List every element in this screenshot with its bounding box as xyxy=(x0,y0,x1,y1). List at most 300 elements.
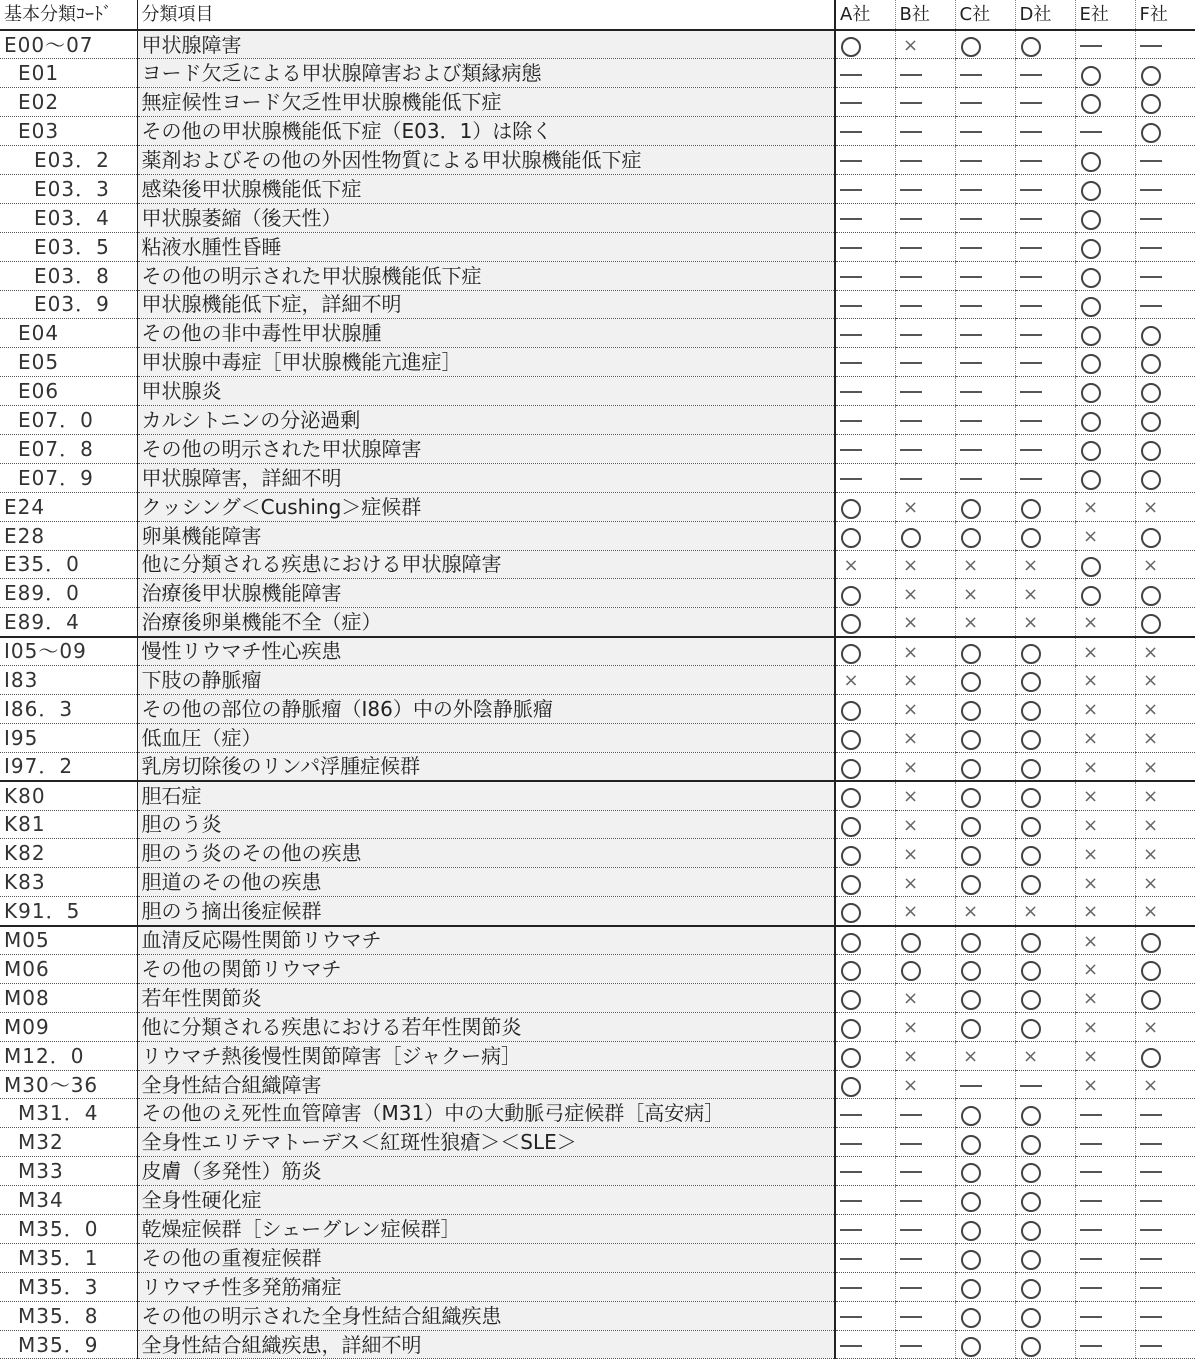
coverage-cell xyxy=(895,319,955,348)
coverage-cell xyxy=(1015,1041,1075,1070)
coverage-cell xyxy=(1075,290,1135,319)
coverage-cell xyxy=(835,1272,895,1301)
coverage-cell xyxy=(835,1186,895,1215)
classification-code: M05 xyxy=(0,926,137,955)
classification-item: 卵巣機能障害 xyxy=(137,521,835,550)
dash-mark-icon xyxy=(1139,238,1163,258)
circle-mark-icon xyxy=(1079,556,1103,576)
dash-mark-icon xyxy=(1019,382,1043,402)
circle-mark-icon xyxy=(1079,93,1103,113)
classification-code: I83 xyxy=(0,666,137,695)
coverage-cell xyxy=(895,781,955,810)
dash-mark-icon xyxy=(959,180,983,200)
dash-mark-icon xyxy=(839,65,863,85)
table-row xyxy=(0,463,1195,492)
cross-mark-icon: × xyxy=(902,843,919,865)
cross-mark-icon: × xyxy=(1082,814,1099,836)
circle-mark-icon xyxy=(1019,845,1043,865)
circle-mark-icon xyxy=(839,845,863,865)
table-row xyxy=(0,1243,1195,1272)
table-row xyxy=(0,608,1195,637)
table-row xyxy=(0,30,1195,59)
coverage-cell xyxy=(955,1128,1015,1157)
coverage-cell xyxy=(1075,377,1135,406)
dash-mark-icon xyxy=(959,65,983,85)
classification-code: K83 xyxy=(0,868,137,897)
classification-item: 治療後甲状腺機能障害 xyxy=(137,579,835,608)
coverage-cell xyxy=(955,1186,1015,1215)
dash-mark-icon xyxy=(1079,1134,1103,1154)
dash-mark-icon xyxy=(1139,209,1163,229)
coverage-cell xyxy=(895,1070,955,1099)
circle-mark-icon xyxy=(959,1278,983,1298)
coverage-cell xyxy=(955,868,1015,897)
table-row xyxy=(0,752,1195,781)
cross-mark-icon: × xyxy=(902,34,919,56)
circle-mark-icon xyxy=(1019,1307,1043,1327)
header-company-a: A社 xyxy=(835,0,895,30)
classification-item: 他に分類される疾患における甲状腺障害 xyxy=(137,550,835,579)
coverage-cell xyxy=(835,377,895,406)
table-row xyxy=(0,781,1195,810)
coverage-cell xyxy=(895,839,955,868)
coverage-cell xyxy=(1015,1157,1075,1186)
coverage-cell xyxy=(1075,1186,1135,1215)
coverage-cell xyxy=(1015,868,1075,897)
coverage-cell xyxy=(955,1012,1015,1041)
coverage-cell xyxy=(835,1157,895,1186)
classification-item: 治療後卵巣機能不全（症） xyxy=(137,608,835,637)
table-row xyxy=(0,1186,1195,1215)
coverage-cell xyxy=(1015,463,1075,492)
coverage-cell xyxy=(955,1041,1015,1070)
cross-mark-icon: × xyxy=(902,728,919,750)
classification-item: 甲状腺障害，詳細不明 xyxy=(137,463,835,492)
coverage-cell xyxy=(955,608,1015,637)
coverage-cell xyxy=(835,117,895,146)
coverage-cell xyxy=(835,781,895,810)
coverage-cell xyxy=(895,117,955,146)
cross-mark-icon: × xyxy=(1082,641,1099,663)
coverage-cell xyxy=(1015,59,1075,88)
table-row xyxy=(0,203,1195,232)
circle-mark-icon xyxy=(1019,700,1043,720)
coverage-cell xyxy=(895,348,955,377)
coverage-cell xyxy=(1075,30,1135,59)
cross-mark-icon: × xyxy=(1142,728,1159,750)
coverage-cell xyxy=(955,752,1015,781)
coverage-cell xyxy=(1135,550,1195,579)
cross-mark-icon: × xyxy=(1142,901,1159,923)
classification-code: E28 xyxy=(0,521,137,550)
coverage-cell xyxy=(955,637,1015,666)
coverage-cell xyxy=(895,694,955,723)
coverage-cell xyxy=(895,406,955,435)
classification-code: K82 xyxy=(0,839,137,868)
coverage-cell xyxy=(1075,521,1135,550)
coverage-cell xyxy=(895,59,955,88)
coverage-cell xyxy=(1015,781,1075,810)
header-code: 基本分類ｺｰﾄﾞ xyxy=(0,0,137,30)
circle-mark-icon xyxy=(959,1336,983,1356)
cross-mark-icon: × xyxy=(1142,554,1159,576)
cross-mark-icon: × xyxy=(902,612,919,634)
dash-mark-icon xyxy=(899,1336,923,1356)
cross-mark-icon: × xyxy=(1142,814,1159,836)
cross-mark-icon: × xyxy=(902,554,919,576)
coverage-cell xyxy=(1135,348,1195,377)
table-row xyxy=(0,59,1195,88)
circle-mark-icon xyxy=(1019,36,1043,56)
dash-mark-icon xyxy=(959,122,983,142)
coverage-cell xyxy=(1075,319,1135,348)
circle-mark-icon xyxy=(1139,65,1163,85)
classification-code: E07．8 xyxy=(0,434,137,463)
coverage-cell xyxy=(955,1301,1015,1330)
dash-mark-icon xyxy=(1019,151,1043,171)
coverage-cell xyxy=(1135,88,1195,117)
coverage-cell xyxy=(1135,781,1195,810)
dash-mark-icon xyxy=(959,411,983,431)
coverage-cell xyxy=(895,30,955,59)
coverage-cell xyxy=(1015,406,1075,435)
dash-mark-icon xyxy=(1079,1278,1103,1298)
coverage-cell xyxy=(895,88,955,117)
coverage-cell xyxy=(835,463,895,492)
circle-mark-icon xyxy=(1139,527,1163,547)
table-row xyxy=(0,174,1195,203)
circle-mark-icon xyxy=(1019,1249,1043,1269)
coverage-cell xyxy=(1015,608,1075,637)
coverage-cell xyxy=(1015,666,1075,695)
classification-code: E35．0 xyxy=(0,550,137,579)
coverage-cell xyxy=(1075,1243,1135,1272)
dash-mark-icon xyxy=(1019,1076,1043,1096)
dash-mark-icon xyxy=(1079,1307,1103,1327)
dash-mark-icon xyxy=(839,122,863,142)
circle-mark-icon xyxy=(899,932,923,952)
classification-item: 胆のう摘出後症候群 xyxy=(137,897,835,926)
classification-code: K80 xyxy=(0,781,137,810)
coverage-cell xyxy=(955,117,1015,146)
dash-mark-icon xyxy=(1139,267,1163,287)
coverage-cell xyxy=(1015,88,1075,117)
circle-mark-icon xyxy=(959,787,983,807)
table-row xyxy=(0,1330,1195,1359)
circle-mark-icon xyxy=(1079,238,1103,258)
cross-mark-icon: × xyxy=(962,612,979,634)
table-row xyxy=(0,723,1195,752)
coverage-cell xyxy=(955,146,1015,175)
coverage-cell xyxy=(1135,1157,1195,1186)
classification-code: M08 xyxy=(0,983,137,1012)
coverage-cell xyxy=(895,1041,955,1070)
table-row xyxy=(0,1128,1195,1157)
dash-mark-icon xyxy=(959,267,983,287)
classification-item: 他に分類される疾患における若年性関節炎 xyxy=(137,1012,835,1041)
coverage-cell xyxy=(955,88,1015,117)
coverage-cell xyxy=(835,1128,895,1157)
classification-code: M31．4 xyxy=(0,1099,137,1128)
classification-item: 全身性結合組織障害 xyxy=(137,1070,835,1099)
circle-mark-icon xyxy=(1139,382,1163,402)
classification-item: 胆のう炎のその他の疾患 xyxy=(137,839,835,868)
classification-code: I97．2 xyxy=(0,752,137,781)
cross-mark-icon: × xyxy=(902,583,919,605)
cross-mark-icon: × xyxy=(1022,554,1039,576)
coverage-cell xyxy=(955,723,1015,752)
classification-item: その他の明示された全身性結合組織疾患 xyxy=(137,1301,835,1330)
coverage-cell xyxy=(835,232,895,261)
table-row xyxy=(0,983,1195,1012)
coverage-cell xyxy=(1015,897,1075,926)
cross-mark-icon: × xyxy=(1082,786,1099,808)
coverage-cell xyxy=(835,868,895,897)
coverage-cell xyxy=(1135,637,1195,666)
coverage-cell xyxy=(1135,983,1195,1012)
dash-mark-icon xyxy=(1139,151,1163,171)
cross-mark-icon: × xyxy=(902,670,919,692)
cross-mark-icon: × xyxy=(1142,1016,1159,1038)
coverage-cell xyxy=(1015,146,1075,175)
circle-mark-icon xyxy=(1079,585,1103,605)
coverage-cell xyxy=(1015,319,1075,348)
coverage-cell xyxy=(895,203,955,232)
coverage-cell xyxy=(895,146,955,175)
coverage-cell xyxy=(1135,434,1195,463)
classification-code: M32 xyxy=(0,1128,137,1157)
classification-item: その他の明示された甲状腺障害 xyxy=(137,434,835,463)
classification-code: M30〜36 xyxy=(0,1070,137,1099)
coverage-cell xyxy=(895,550,955,579)
cross-mark-icon: × xyxy=(1082,1016,1099,1038)
classification-item: 甲状腺中毒症［甲状腺機能亢進症］ xyxy=(137,348,835,377)
cross-mark-icon: × xyxy=(1082,959,1099,981)
header-company-c: C社 xyxy=(955,0,1015,30)
classification-code: M35．1 xyxy=(0,1243,137,1272)
classification-code: E03．9 xyxy=(0,290,137,319)
coverage-cell xyxy=(1135,1330,1195,1359)
dash-mark-icon xyxy=(1139,1249,1163,1269)
dash-mark-icon xyxy=(1019,238,1043,258)
coverage-cell xyxy=(1135,1301,1195,1330)
table-row xyxy=(0,579,1195,608)
circle-mark-icon xyxy=(1019,527,1043,547)
coverage-cell xyxy=(895,463,955,492)
coverage-cell xyxy=(1015,839,1075,868)
table-row xyxy=(0,1215,1195,1244)
circle-mark-icon xyxy=(839,1047,863,1067)
coverage-cell xyxy=(1135,1243,1195,1272)
cross-mark-icon: × xyxy=(962,1045,979,1067)
dash-mark-icon xyxy=(899,1307,923,1327)
table-row xyxy=(0,406,1195,435)
coverage-cell xyxy=(1135,174,1195,203)
circle-mark-icon xyxy=(959,671,983,691)
circle-mark-icon xyxy=(839,36,863,56)
coverage-cell xyxy=(1075,983,1135,1012)
cross-mark-icon: × xyxy=(1142,641,1159,663)
coverage-cell xyxy=(955,59,1015,88)
circle-mark-icon xyxy=(839,932,863,952)
coverage-cell xyxy=(895,666,955,695)
dash-mark-icon xyxy=(839,1105,863,1125)
coverage-cell xyxy=(895,926,955,955)
coverage-cell xyxy=(1015,1272,1075,1301)
circle-mark-icon xyxy=(1019,1134,1043,1154)
classification-code: E89．4 xyxy=(0,608,137,637)
cross-mark-icon: × xyxy=(962,583,979,605)
coverage-cell xyxy=(955,983,1015,1012)
classification-code: I86．3 xyxy=(0,694,137,723)
classification-item: リウマチ性多発筋痛症 xyxy=(137,1272,835,1301)
circle-mark-icon xyxy=(1019,498,1043,518)
cross-mark-icon: × xyxy=(1082,699,1099,721)
coverage-cell xyxy=(1015,203,1075,232)
table-row xyxy=(0,839,1195,868)
dash-mark-icon xyxy=(899,1220,923,1240)
circle-mark-icon xyxy=(959,36,983,56)
coverage-cell xyxy=(1135,146,1195,175)
table-row xyxy=(0,261,1195,290)
coverage-cell xyxy=(895,897,955,926)
circle-mark-icon xyxy=(1019,643,1043,663)
circle-mark-icon xyxy=(839,643,863,663)
circle-mark-icon xyxy=(839,874,863,894)
coverage-cell xyxy=(1135,492,1195,521)
coverage-cell xyxy=(1015,434,1075,463)
coverage-cell xyxy=(1135,463,1195,492)
table-row xyxy=(0,434,1195,463)
coverage-cell xyxy=(1015,1330,1075,1359)
circle-mark-icon xyxy=(1139,93,1163,113)
classification-code: M35．8 xyxy=(0,1301,137,1330)
coverage-cell xyxy=(895,868,955,897)
cross-mark-icon: × xyxy=(902,756,919,778)
coverage-cell xyxy=(1135,868,1195,897)
circle-mark-icon xyxy=(1139,440,1163,460)
coverage-cell xyxy=(895,261,955,290)
dash-mark-icon xyxy=(959,296,983,316)
dash-mark-icon xyxy=(959,1076,983,1096)
table-row xyxy=(0,666,1195,695)
dash-mark-icon xyxy=(1139,1134,1163,1154)
dash-mark-icon xyxy=(1019,180,1043,200)
coverage-cell xyxy=(1015,1243,1075,1272)
cross-mark-icon: × xyxy=(902,1016,919,1038)
dash-mark-icon xyxy=(839,151,863,171)
circle-mark-icon xyxy=(1019,874,1043,894)
coverage-cell xyxy=(1075,839,1135,868)
coverage-cell xyxy=(955,694,1015,723)
dash-mark-icon xyxy=(1139,36,1163,56)
coverage-cell xyxy=(1015,117,1075,146)
cross-mark-icon: × xyxy=(1082,670,1099,692)
circle-mark-icon xyxy=(1019,960,1043,980)
dash-mark-icon xyxy=(839,469,863,489)
circle-mark-icon xyxy=(1019,1191,1043,1211)
table-row xyxy=(0,319,1195,348)
cross-mark-icon: × xyxy=(1022,583,1039,605)
circle-mark-icon xyxy=(1139,353,1163,373)
classification-code: M35．9 xyxy=(0,1330,137,1359)
coverage-cell xyxy=(1135,203,1195,232)
cross-mark-icon: × xyxy=(843,670,859,692)
circle-mark-icon xyxy=(959,498,983,518)
table-row xyxy=(0,492,1195,521)
coverage-cell xyxy=(895,434,955,463)
coverage-cell xyxy=(1015,492,1075,521)
coverage-cell xyxy=(835,550,895,579)
circle-mark-icon xyxy=(1139,1047,1163,1067)
coverage-cell xyxy=(1015,637,1075,666)
coverage-cell xyxy=(835,694,895,723)
cross-mark-icon: × xyxy=(1082,872,1099,894)
classification-code: E03．5 xyxy=(0,232,137,261)
circle-mark-icon xyxy=(1139,325,1163,345)
coverage-cell xyxy=(1075,1272,1135,1301)
coverage-cell xyxy=(1015,1301,1075,1330)
cross-mark-icon: × xyxy=(902,641,919,663)
coverage-cell xyxy=(835,666,895,695)
circle-mark-icon xyxy=(959,1220,983,1240)
coverage-cell xyxy=(1075,1012,1135,1041)
coverage-cell xyxy=(955,377,1015,406)
coverage-cell xyxy=(1015,1215,1075,1244)
dash-mark-icon xyxy=(1139,1307,1163,1327)
coverage-cell xyxy=(1135,1272,1195,1301)
cross-mark-icon: × xyxy=(1082,1074,1099,1096)
circle-mark-icon xyxy=(1139,960,1163,980)
classification-item: 粘液水腫性昏睡 xyxy=(137,232,835,261)
header-name: 分類項目 xyxy=(137,0,835,30)
coverage-cell xyxy=(955,1157,1015,1186)
classification-item: その他の甲状腺機能低下症（E03．1）は除く xyxy=(137,117,835,146)
dash-mark-icon xyxy=(899,353,923,373)
classification-code: E00〜07 xyxy=(0,30,137,59)
classification-code: M35．3 xyxy=(0,1272,137,1301)
table-row xyxy=(0,348,1195,377)
coverage-cell xyxy=(955,926,1015,955)
dash-mark-icon xyxy=(899,122,923,142)
dash-mark-icon xyxy=(1019,440,1043,460)
table-row xyxy=(0,637,1195,666)
coverage-cell xyxy=(835,752,895,781)
coverage-cell xyxy=(895,752,955,781)
coverage-cell xyxy=(955,839,1015,868)
classification-item: 低血圧（症） xyxy=(137,723,835,752)
coverage-cell xyxy=(835,59,895,88)
dash-mark-icon xyxy=(899,93,923,113)
coverage-cell xyxy=(1135,1041,1195,1070)
cross-mark-icon: × xyxy=(1142,786,1159,808)
header-company-e: E社 xyxy=(1075,0,1135,30)
coverage-cell xyxy=(895,1215,955,1244)
dash-mark-icon xyxy=(839,209,863,229)
dash-mark-icon xyxy=(839,440,863,460)
classification-code: E03 xyxy=(0,117,137,146)
coverage-cell xyxy=(1075,146,1135,175)
circle-mark-icon xyxy=(839,729,863,749)
coverage-cell xyxy=(1075,1070,1135,1099)
table-row xyxy=(0,926,1195,955)
cross-mark-icon: × xyxy=(902,901,919,923)
dash-mark-icon xyxy=(899,411,923,431)
coverage-cell xyxy=(1075,579,1135,608)
table-row xyxy=(0,1012,1195,1041)
cross-mark-icon: × xyxy=(843,554,859,576)
coverage-cell xyxy=(835,983,895,1012)
